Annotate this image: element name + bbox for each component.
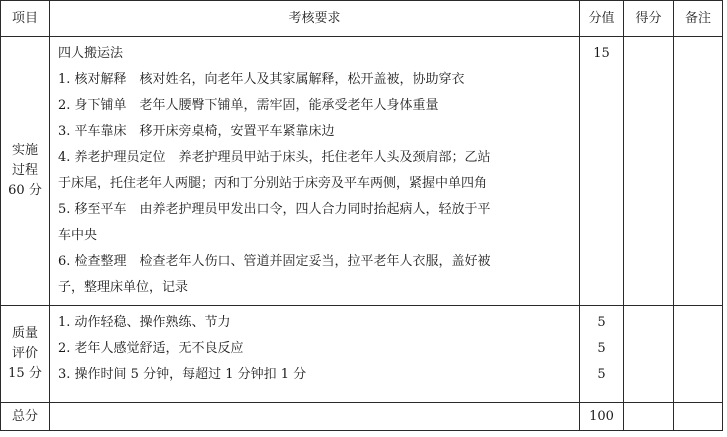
header-item: 项目 [1,1,50,37]
section-row-implementation [1,37,723,306]
header-requirement: 考核要求 [50,1,580,37]
section-score [580,37,624,306]
section-score [580,306,624,403]
section-got [624,37,674,306]
section-requirements [50,306,580,403]
total-requirement [50,403,580,431]
header-note: 备注 [674,1,723,37]
section-got [624,306,674,403]
score-value: 5 [597,367,606,382]
requirement-line: 5. 移至平车 由养老护理员甲发出口令，四人合力同时抬起病人，轻放于平 [58,202,491,217]
total-note [674,403,723,431]
header-got: 得分 [624,1,674,37]
total-row [1,403,723,431]
section-requirements [50,37,580,306]
section-name: 实施 过程 60 分 [1,37,50,306]
requirement-line: 于床尾，托住老年人两腿；丙和丁分别站于床旁及平车两侧，紧握中单四角 [58,176,488,191]
requirement-line: 2. 身下铺单 老年人腰臀下铺单，需牢固，能承受老年人身体重量 [58,98,439,113]
requirement-line: 车中央 [58,228,98,243]
requirement-line: 四人搬运法 [58,46,124,61]
total-score: 100 [580,403,624,431]
total-label: 总分 [1,403,50,431]
requirement-line: 3. 平车靠床 移开床旁桌椅，安置平车紧靠床边 [58,124,335,139]
section-note [674,306,723,403]
score-value: 5 [597,315,606,330]
section-row-quality [1,306,723,403]
requirement-line: 3. 操作时间 5 分钟，每超过 1 分钟扣 1 分 [58,367,307,382]
header-score: 分值 [580,1,624,37]
requirement-line: 6. 检查整理 检查老年人伤口、管道并固定妥当，拉平老年人衣服，盖好被 [58,254,491,269]
requirement-line: 1. 核对解释 核对姓名，向老年人及其家属解释，松开盖被，协助穿衣 [58,72,465,87]
score-value: 15 [593,46,610,61]
requirement-line: 1. 动作轻稳、操作熟练、节力 [58,315,231,330]
header-row [1,1,723,37]
requirement-line: 4. 养老护理员定位 养老护理员甲站于床头，托住老年人头及颈肩部；乙站 [58,150,491,165]
requirement-line: 2. 老年人感觉舒适，无不良反应 [58,341,244,356]
section-note [674,37,723,306]
score-value: 5 [597,341,606,356]
section-name: 质量 评价 15 分 [1,306,50,403]
total-got [624,403,674,431]
requirement-line: 子，整理床单位，记录 [58,280,189,295]
